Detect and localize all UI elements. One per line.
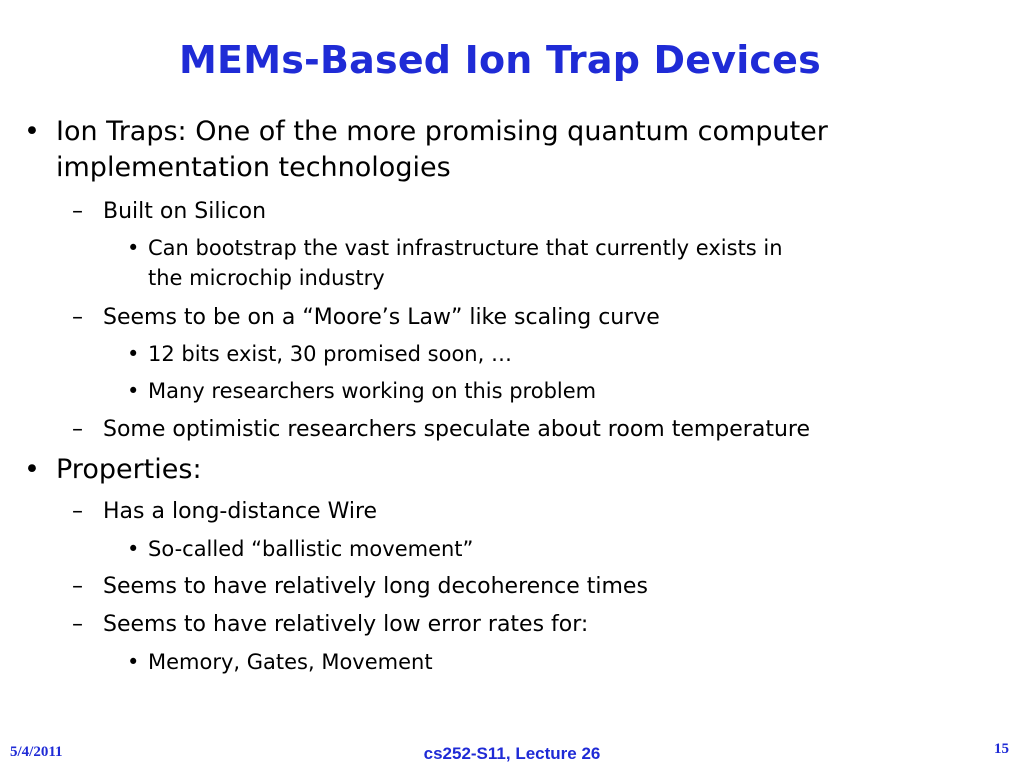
sub-bullet-marker: – <box>72 574 83 599</box>
footer-page-number: 15 <box>994 741 1009 757</box>
sub-bullet-marker: – <box>72 499 83 524</box>
sub-bullet-text: Some optimistic researchers speculate about room temperature <box>103 417 810 442</box>
sub-bullet-marker: – <box>72 305 83 330</box>
sub-bullet-text: Has a long-distance Wire <box>103 499 378 524</box>
bullet-text-continuation: implementation technologies <box>56 152 451 183</box>
sub-bullet-marker: – <box>72 417 83 442</box>
sub-bullet-marker: – <box>72 199 83 224</box>
sub-sub-bullet-marker: • <box>127 650 140 674</box>
footer-course-label: cs252-S11, Lecture 26 <box>423 744 601 763</box>
sub-sub-bullet-marker: • <box>127 537 140 561</box>
bullet-text: Ion Traps: One of the more promising quantum computer <box>56 116 828 147</box>
sub-sub-bullet-marker: • <box>127 379 140 403</box>
footer-date: 5/4/2011 <box>10 744 63 760</box>
sub-bullet-text: Seems to have relatively long decoherence times <box>103 574 648 599</box>
sub-sub-bullet-text: Many researchers working on this problem <box>148 379 597 403</box>
bullet-marker: • <box>24 454 40 485</box>
sub-sub-bullet-text: 12 bits exist, 30 promised soon, … <box>148 342 512 366</box>
sub-sub-bullet-text: So-called “ballistic movement” <box>148 537 474 561</box>
sub-bullet-text: Seems to have relatively low error rates for: <box>103 612 589 637</box>
bullet-marker: • <box>24 116 40 147</box>
bullet-text: Properties: <box>56 454 202 485</box>
sub-bullet-marker: – <box>72 612 83 637</box>
sub-sub-bullet-text: Memory, Gates, Movement <box>148 650 433 674</box>
sub-bullet-text: Built on Silicon <box>103 199 267 224</box>
sub-sub-bullet-marker: • <box>127 236 140 260</box>
sub-sub-bullet-marker: • <box>127 342 140 366</box>
sub-sub-bullet-text-continuation: the microchip industry <box>148 266 385 290</box>
sub-sub-bullet-text: Can bootstrap the vast infrastructure that currently exists in <box>148 236 783 260</box>
slide-title: MEMs-Based Ion Trap Devices <box>179 38 821 82</box>
sub-bullet-text: Seems to be on a “Moore’s Law” like scaling curve <box>103 305 660 330</box>
